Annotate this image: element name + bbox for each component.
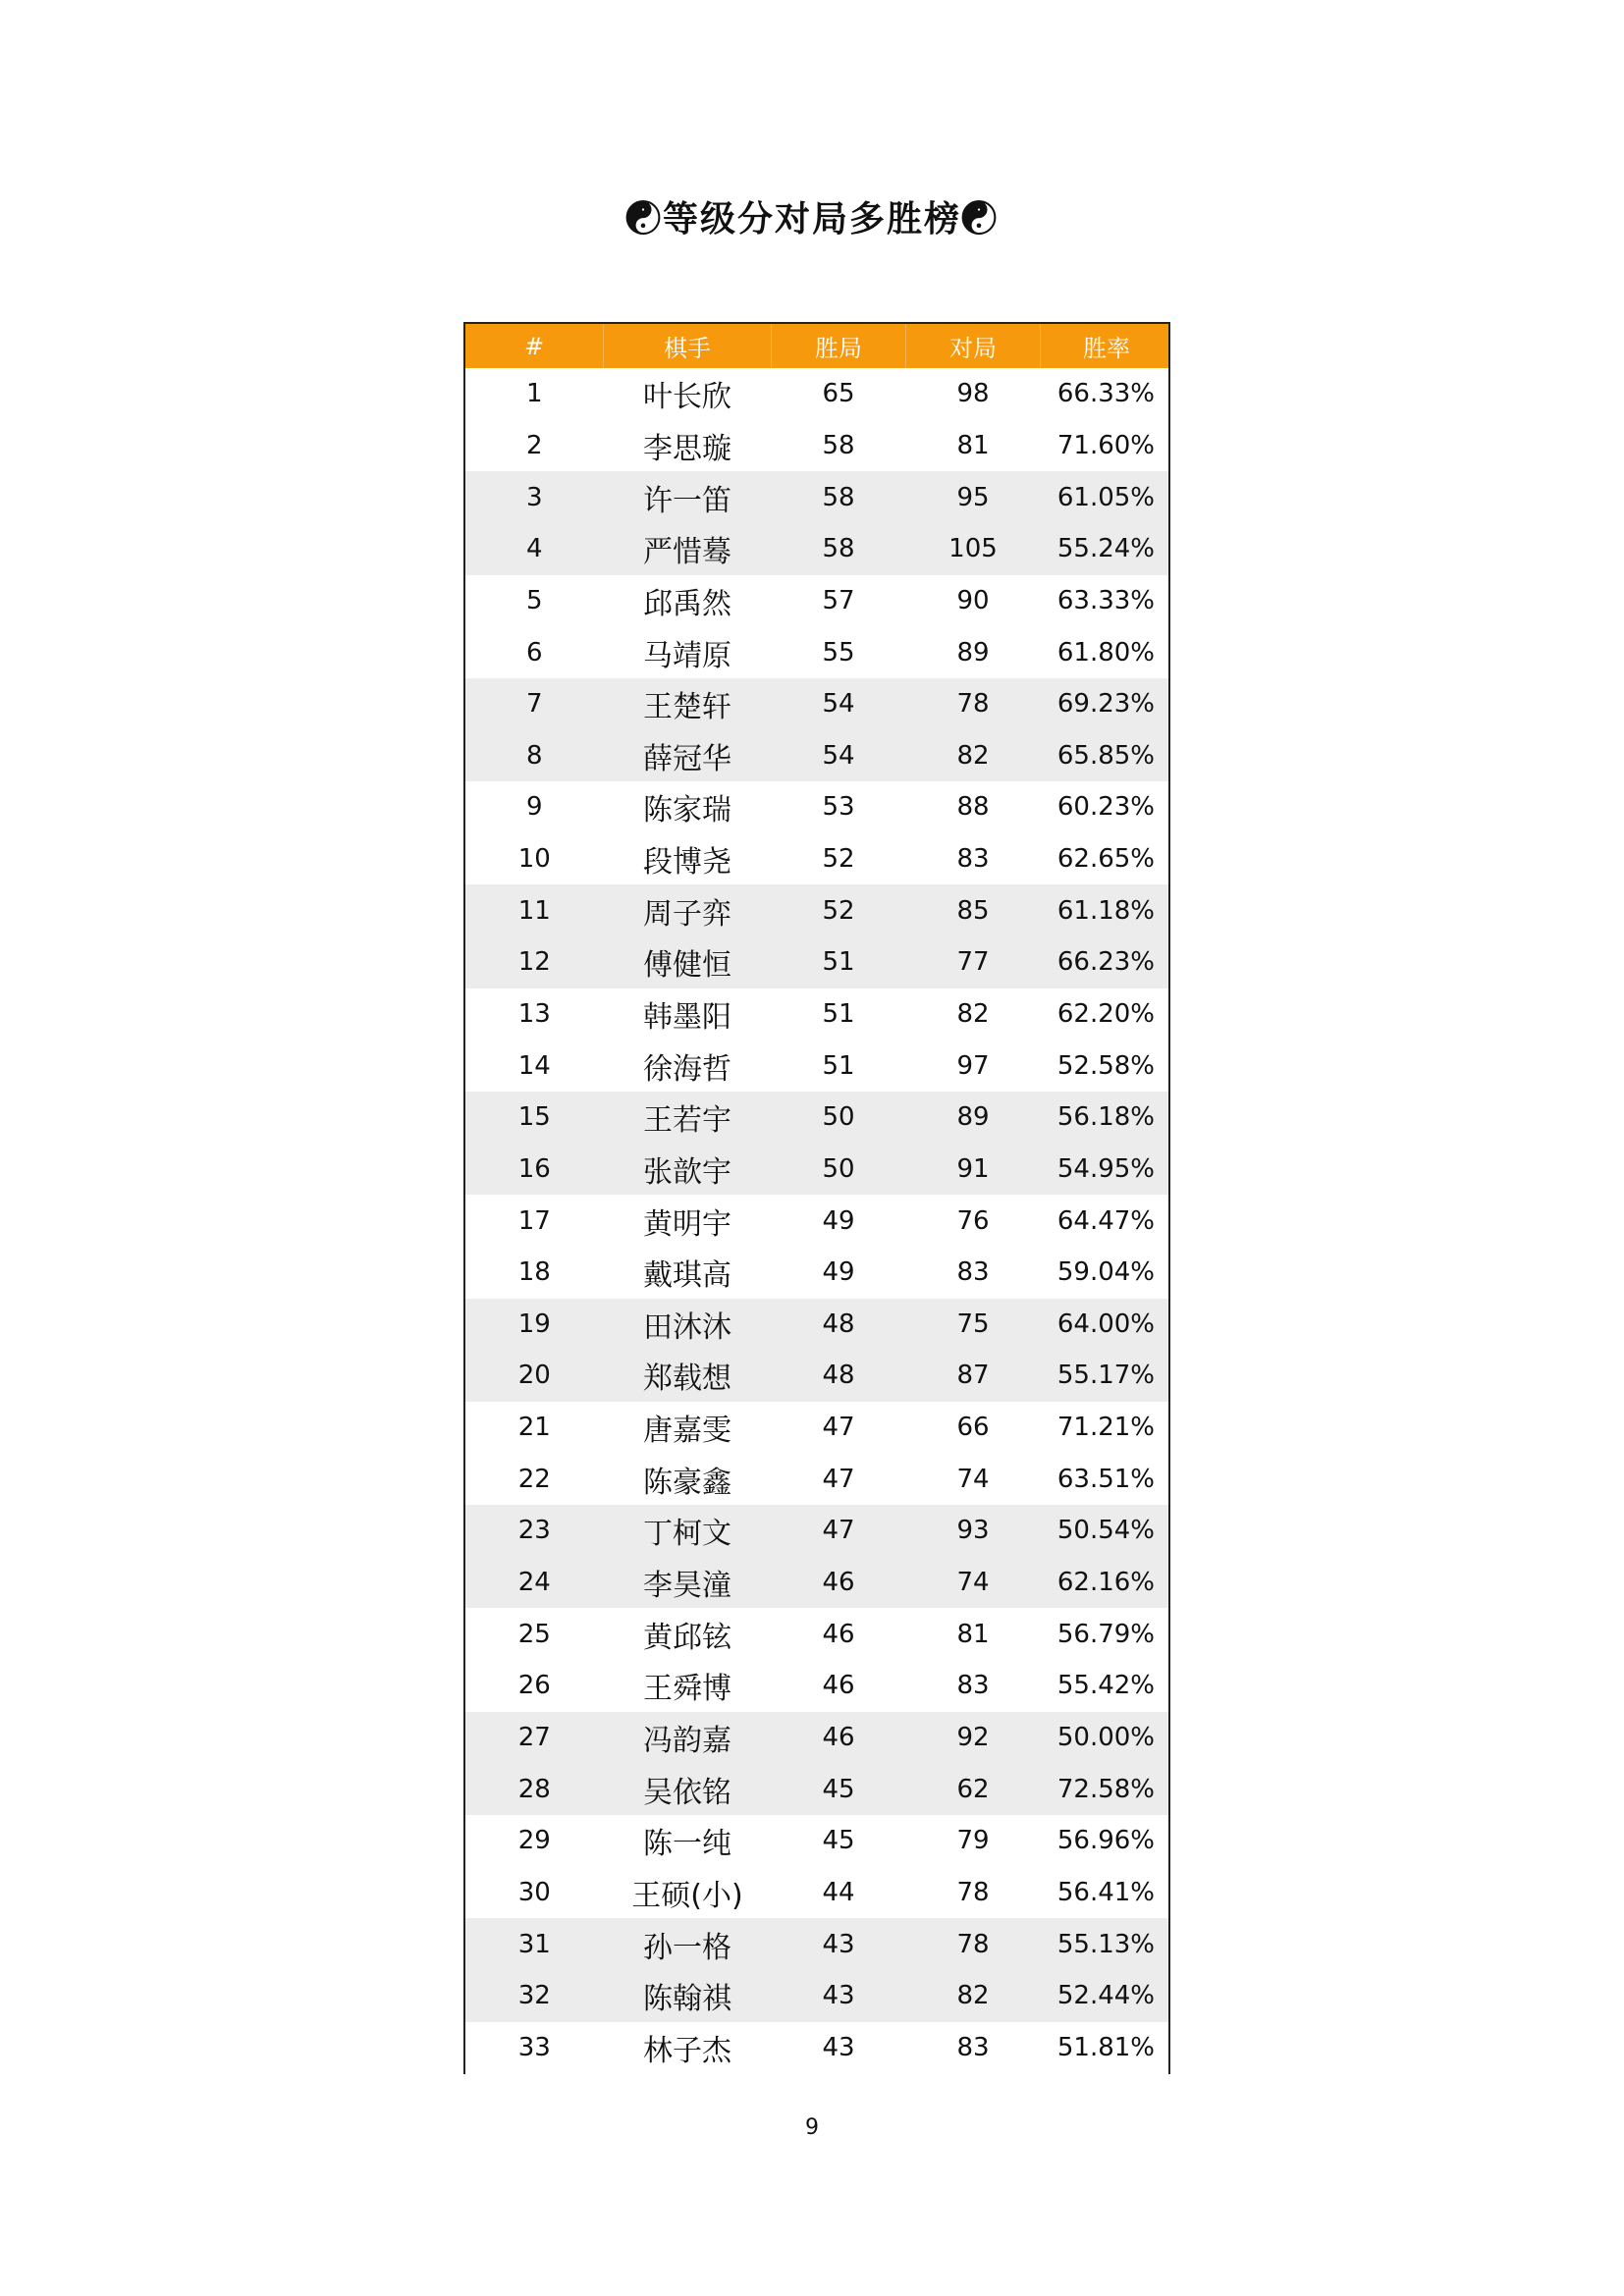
cell-player-name: 陈豪鑫 xyxy=(643,1465,731,1500)
cell-wins: 57 xyxy=(822,585,855,615)
cell-wins: 48 xyxy=(772,1350,906,1402)
cell-games: 83 xyxy=(956,2032,990,2062)
leaderboard-table xyxy=(463,322,1170,2074)
cell-wins: 51 xyxy=(822,999,855,1029)
cell-win-rate: 64.00% xyxy=(1041,1299,1171,1351)
cell-wins: 50 xyxy=(772,1092,906,1144)
cell-player-name: 傅健恒 xyxy=(604,936,772,988)
table-row xyxy=(465,833,1170,885)
cell-player-name: 孙一格 xyxy=(604,1918,772,1970)
cell-games: 76 xyxy=(956,1205,990,1236)
cell-rank: 10 xyxy=(517,844,551,875)
cell-win-rate: 63.33% xyxy=(1056,585,1155,615)
cell-games: 78 xyxy=(956,1877,990,1907)
cell-wins: 65 xyxy=(822,379,855,409)
table-row xyxy=(465,1763,1170,1815)
table-row xyxy=(465,1867,1170,1919)
cell-player-name: 林子杰 xyxy=(643,2033,731,2068)
cell-games: 82 xyxy=(906,729,1041,781)
cell-rank: 17 xyxy=(517,1205,551,1236)
cell-games: 87 xyxy=(906,1350,1041,1402)
cell-games: 82 xyxy=(956,999,990,1029)
table-row xyxy=(465,1040,1170,1092)
cell-games: 89 xyxy=(906,1092,1041,1144)
header-win-rate: 胜率 xyxy=(1041,324,1171,368)
cell-rank: 33 xyxy=(517,2032,551,2062)
cell-player-name: 唐嘉雯 xyxy=(643,1414,731,1449)
cell-rank: 19 xyxy=(465,1299,604,1351)
table-row xyxy=(465,1815,1170,1867)
table-row xyxy=(465,1608,1170,1660)
cell-games: 78 xyxy=(906,678,1041,730)
cell-rank: 26 xyxy=(517,1671,551,1701)
cell-wins: 58 xyxy=(822,430,855,460)
cell-rank: 8 xyxy=(465,729,604,781)
cell-rank: 3 xyxy=(465,471,604,523)
cell-rank: 12 xyxy=(465,936,604,988)
cell-games: 91 xyxy=(906,1144,1041,1196)
cell-rank: 15 xyxy=(465,1092,604,1144)
cell-win-rate: 63.51% xyxy=(1056,1464,1155,1494)
cell-player-name: 严惜蓦 xyxy=(604,523,772,575)
cell-win-rate: 51.81% xyxy=(1056,2032,1155,2062)
table-row xyxy=(465,1195,1170,1247)
table-row xyxy=(465,729,1170,781)
cell-wins: 49 xyxy=(822,1205,855,1236)
table-row xyxy=(465,1350,1170,1402)
cell-player-name: 张歆宇 xyxy=(604,1144,772,1196)
cell-win-rate: 55.17% xyxy=(1041,1350,1171,1402)
cell-games: 83 xyxy=(956,1671,990,1701)
page-title: ☯等级分对局多胜榜☯ xyxy=(624,198,999,240)
header-wins: 胜局 xyxy=(772,324,906,368)
cell-win-rate: 64.47% xyxy=(1056,1205,1155,1236)
cell-wins: 50 xyxy=(772,1144,906,1196)
cell-games: 66 xyxy=(956,1413,990,1443)
table-row xyxy=(465,523,1170,575)
cell-games: 79 xyxy=(956,1826,990,1856)
cell-wins: 47 xyxy=(772,1505,906,1557)
cell-games: 62 xyxy=(906,1763,1041,1815)
cell-games: 81 xyxy=(956,430,990,460)
cell-wins: 45 xyxy=(772,1763,906,1815)
cell-games: 85 xyxy=(906,884,1041,936)
cell-win-rate: 62.16% xyxy=(1041,1557,1171,1609)
cell-player-name: 戴琪高 xyxy=(643,1258,731,1294)
table-header-row xyxy=(465,324,1170,368)
cell-rank: 1 xyxy=(525,379,543,409)
cell-win-rate: 52.44% xyxy=(1041,1970,1171,2022)
cell-player-name: 黄邱铉 xyxy=(643,1620,731,1655)
page-number: 9 xyxy=(805,2115,819,2140)
cell-player-name: 陈翰祺 xyxy=(604,1970,772,2022)
cell-win-rate: 56.79% xyxy=(1056,1619,1155,1649)
cell-player-name: 陈家瑞 xyxy=(643,793,731,828)
cell-win-rate: 60.23% xyxy=(1056,792,1155,823)
cell-games: 75 xyxy=(906,1299,1041,1351)
cell-games: 90 xyxy=(956,585,990,615)
cell-rank: 9 xyxy=(525,792,543,823)
cell-rank: 14 xyxy=(517,1050,551,1081)
table-row xyxy=(465,1505,1170,1557)
cell-player-name: 徐海哲 xyxy=(643,1051,731,1087)
cell-rank: 29 xyxy=(517,1826,551,1856)
cell-player-name: 许一笛 xyxy=(604,471,772,523)
header-rank: # xyxy=(465,324,604,368)
table-row xyxy=(465,471,1170,523)
cell-rank: 24 xyxy=(465,1557,604,1609)
table-row xyxy=(465,936,1170,988)
cell-rank: 23 xyxy=(465,1505,604,1557)
cell-rank: 22 xyxy=(517,1464,551,1494)
table-row xyxy=(465,1144,1170,1196)
cell-games: 81 xyxy=(956,1619,990,1649)
cell-wins: 43 xyxy=(772,1918,906,1970)
cell-rank: 28 xyxy=(465,1763,604,1815)
cell-wins: 58 xyxy=(772,523,906,575)
cell-wins: 58 xyxy=(772,471,906,523)
cell-player-name: 薛冠华 xyxy=(604,729,772,781)
cell-player-name: 邱禹然 xyxy=(643,586,731,621)
cell-win-rate: 62.65% xyxy=(1056,844,1155,875)
cell-win-rate: 52.58% xyxy=(1056,1050,1155,1081)
cell-win-rate: 72.58% xyxy=(1041,1763,1171,1815)
cell-games: 74 xyxy=(956,1464,990,1494)
cell-games: 88 xyxy=(956,792,990,823)
cell-rank: 25 xyxy=(517,1619,551,1649)
cell-games: 74 xyxy=(906,1557,1041,1609)
header-player: 棋手 xyxy=(604,324,772,368)
cell-rank: 2 xyxy=(525,430,543,460)
cell-win-rate: 55.42% xyxy=(1056,1671,1155,1701)
cell-wins: 52 xyxy=(772,884,906,936)
cell-player-name: 郑载想 xyxy=(604,1350,772,1402)
cell-wins: 51 xyxy=(822,1050,855,1081)
cell-games: 83 xyxy=(956,844,990,875)
cell-games: 93 xyxy=(906,1505,1041,1557)
cell-rank: 32 xyxy=(465,1970,604,2022)
cell-rank: 4 xyxy=(465,523,604,575)
cell-win-rate: 71.60% xyxy=(1056,430,1155,460)
cell-player-name: 周子弈 xyxy=(604,884,772,936)
cell-rank: 31 xyxy=(465,1918,604,1970)
table-row xyxy=(465,368,1170,420)
cell-wins: 54 xyxy=(772,678,906,730)
table-row xyxy=(465,988,1170,1041)
cell-win-rate: 55.13% xyxy=(1041,1918,1171,1970)
cell-wins: 55 xyxy=(822,637,855,667)
table-row xyxy=(465,1918,1170,1970)
cell-win-rate: 66.23% xyxy=(1041,936,1171,988)
cell-player-name: 李昊潼 xyxy=(604,1557,772,1609)
cell-player-name: 田沐沐 xyxy=(604,1299,772,1351)
cell-wins: 52 xyxy=(822,844,855,875)
cell-player-name: 王硕(小) xyxy=(631,1878,743,1913)
cell-player-name: 韩墨阳 xyxy=(643,1000,731,1035)
cell-wins: 46 xyxy=(772,1712,906,1764)
cell-win-rate: 61.05% xyxy=(1041,471,1171,523)
cell-player-name: 王若宇 xyxy=(604,1092,772,1144)
table-row xyxy=(465,1712,1170,1764)
cell-player-name: 丁柯文 xyxy=(604,1505,772,1557)
cell-win-rate: 61.80% xyxy=(1056,637,1155,667)
cell-player-name: 叶长欣 xyxy=(643,380,731,415)
table-row xyxy=(465,1299,1170,1351)
cell-wins: 45 xyxy=(822,1826,855,1856)
cell-rank: 5 xyxy=(525,585,543,615)
cell-win-rate: 66.33% xyxy=(1056,379,1155,409)
table-row xyxy=(465,1092,1170,1144)
cell-wins: 46 xyxy=(822,1671,855,1701)
table-row xyxy=(465,1453,1170,1505)
table-row xyxy=(465,1970,1170,2022)
cell-wins: 48 xyxy=(772,1299,906,1351)
cell-wins: 49 xyxy=(822,1257,855,1288)
cell-wins: 47 xyxy=(822,1413,855,1443)
cell-win-rate: 61.18% xyxy=(1041,884,1171,936)
cell-win-rate: 54.95% xyxy=(1041,1144,1171,1196)
cell-win-rate: 56.41% xyxy=(1056,1877,1155,1907)
cell-rank: 11 xyxy=(465,884,604,936)
cell-win-rate: 65.85% xyxy=(1041,729,1171,781)
cell-rank: 6 xyxy=(525,637,543,667)
cell-player-name: 黄明宇 xyxy=(643,1206,731,1242)
cell-rank: 7 xyxy=(465,678,604,730)
cell-player-name: 吴依铭 xyxy=(604,1763,772,1815)
cell-wins: 46 xyxy=(772,1557,906,1609)
table-row xyxy=(465,678,1170,730)
cell-win-rate: 50.54% xyxy=(1041,1505,1171,1557)
cell-player-name: 马靖原 xyxy=(643,638,731,673)
cell-wins: 46 xyxy=(822,1619,855,1649)
table-row xyxy=(465,1247,1170,1299)
cell-wins: 47 xyxy=(822,1464,855,1494)
cell-games: 83 xyxy=(956,1257,990,1288)
table-row xyxy=(465,1402,1170,1454)
cell-win-rate: 56.96% xyxy=(1056,1826,1155,1856)
table-row xyxy=(465,2022,1170,2074)
cell-games: 77 xyxy=(906,936,1041,988)
cell-rank: 13 xyxy=(517,999,551,1029)
cell-games: 78 xyxy=(906,1918,1041,1970)
table-row xyxy=(465,781,1170,833)
cell-player-name: 陈一纯 xyxy=(643,1827,731,1862)
table-row xyxy=(465,1557,1170,1609)
table-row xyxy=(465,626,1170,678)
cell-games: 92 xyxy=(906,1712,1041,1764)
cell-player-name: 段博尧 xyxy=(643,845,731,881)
cell-rank: 20 xyxy=(465,1350,604,1402)
cell-rank: 18 xyxy=(517,1257,551,1288)
cell-player-name: 冯韵嘉 xyxy=(604,1712,772,1764)
cell-win-rate: 62.20% xyxy=(1056,999,1155,1029)
cell-player-name: 王楚轩 xyxy=(604,678,772,730)
cell-wins: 43 xyxy=(772,1970,906,2022)
table-row xyxy=(465,420,1170,472)
cell-wins: 43 xyxy=(822,2032,855,2062)
cell-wins: 54 xyxy=(772,729,906,781)
cell-player-name: 王舜博 xyxy=(643,1672,731,1707)
cell-win-rate: 50.00% xyxy=(1041,1712,1171,1764)
cell-player-name: 李思璇 xyxy=(643,431,731,466)
cell-games: 105 xyxy=(906,523,1041,575)
cell-games: 95 xyxy=(906,471,1041,523)
table-row xyxy=(465,884,1170,936)
cell-games: 98 xyxy=(956,379,990,409)
cell-wins: 44 xyxy=(822,1877,855,1907)
cell-wins: 51 xyxy=(772,936,906,988)
cell-rank: 16 xyxy=(465,1144,604,1196)
cell-rank: 27 xyxy=(465,1712,604,1764)
cell-games: 89 xyxy=(956,637,990,667)
table-row xyxy=(465,1660,1170,1712)
table-row xyxy=(465,575,1170,627)
cell-rank: 21 xyxy=(517,1413,551,1443)
cell-win-rate: 56.18% xyxy=(1041,1092,1171,1144)
cell-win-rate: 71.21% xyxy=(1056,1413,1155,1443)
cell-games: 82 xyxy=(906,1970,1041,2022)
cell-win-rate: 69.23% xyxy=(1041,678,1171,730)
cell-win-rate: 59.04% xyxy=(1056,1257,1155,1288)
header-games: 对局 xyxy=(906,324,1041,368)
cell-rank: 30 xyxy=(517,1877,551,1907)
cell-games: 97 xyxy=(956,1050,990,1081)
cell-win-rate: 55.24% xyxy=(1041,523,1171,575)
cell-wins: 53 xyxy=(822,792,855,823)
